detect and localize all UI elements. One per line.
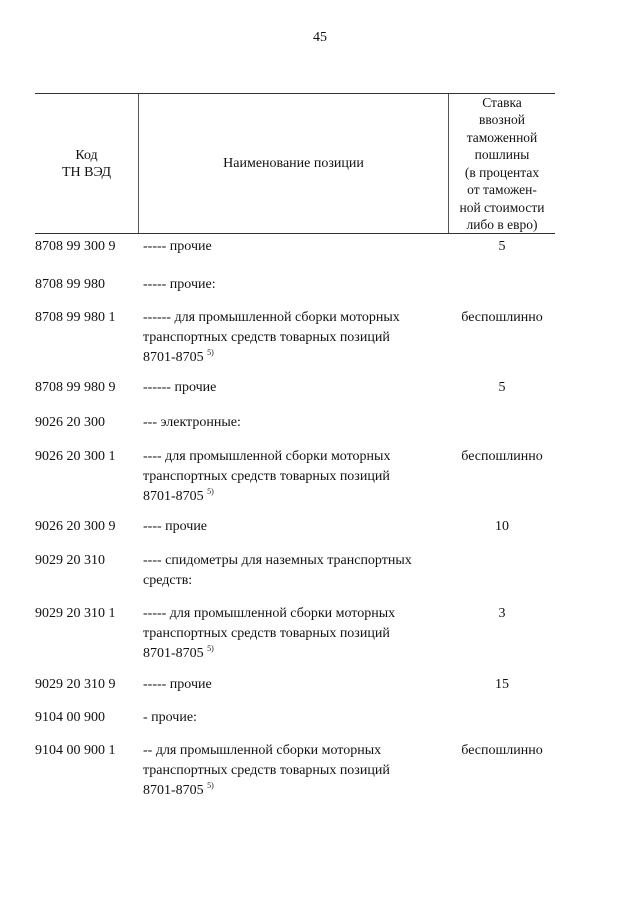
description-text: ---- для промышленной сборки моторных <box>143 449 391 464</box>
description-line <box>143 237 443 257</box>
description-line <box>143 675 443 695</box>
row-description <box>143 708 443 728</box>
description-line <box>143 551 443 571</box>
table-header <box>35 93 555 234</box>
description-line <box>143 517 443 537</box>
header-rate-line: от таможен- <box>467 182 537 197</box>
row-rate: беспошлинно <box>461 449 543 464</box>
row-code: 9026 20 300 <box>35 415 105 430</box>
description-line <box>143 447 443 467</box>
row-description <box>143 378 443 398</box>
footnote-ref: 5) <box>207 644 214 653</box>
description-text: ---- прочие <box>143 519 208 534</box>
row-code: 9029 20 310 <box>35 553 105 568</box>
row-code: 8708 99 980 9 <box>35 380 116 395</box>
description-line <box>143 604 443 624</box>
description-line <box>143 308 443 328</box>
header-code <box>35 94 139 233</box>
row-code: 9104 00 900 <box>35 710 105 725</box>
header-rate-line: либо в евро) <box>466 217 538 232</box>
description-text: --- электронные: <box>143 415 241 430</box>
row-rate: 5 <box>498 239 506 254</box>
description-text: -- для промышленной сборки моторных <box>143 743 382 758</box>
description-line <box>143 781 443 801</box>
footnote-ref: 5) <box>207 348 214 357</box>
row-description <box>143 551 443 591</box>
row-code: 9026 20 300 9 <box>35 519 116 534</box>
description-line <box>143 413 443 433</box>
description-line <box>143 378 443 398</box>
row-code: 9029 20 310 9 <box>35 677 116 692</box>
description-text: транспортных средств товарных позиций <box>143 763 390 778</box>
row-rate: 5 <box>498 380 506 395</box>
row-code: 9104 00 900 1 <box>35 743 116 758</box>
description-line <box>143 761 443 781</box>
description-line <box>143 348 443 368</box>
description-text: 8701-8705 <box>143 350 204 365</box>
row-description <box>143 447 443 507</box>
row-code: 8708 99 300 9 <box>35 239 116 254</box>
header-rate-line: ной стоимости <box>459 199 545 215</box>
description-text: ----- для промышленной сборки моторных <box>143 606 396 621</box>
header-rate <box>449 94 555 233</box>
row-description <box>143 604 443 664</box>
description-text: ---- спидометры для наземных транспортных <box>143 553 412 568</box>
header-rate-line: (в процентах <box>464 164 540 180</box>
description-text: - прочие: <box>143 710 197 725</box>
row-description <box>143 517 443 537</box>
header-rate-line: таможенной <box>466 129 538 145</box>
header-code-line: Код <box>75 147 98 163</box>
description-line <box>143 328 443 348</box>
header-rate-line: Ставка <box>482 94 522 110</box>
description-text: ----- прочие <box>143 677 212 692</box>
description-line <box>143 487 443 507</box>
description-line <box>143 275 443 295</box>
description-text: 8701-8705 <box>143 783 204 798</box>
row-code: 9029 20 310 1 <box>35 606 116 621</box>
description-line <box>143 467 443 487</box>
header-rate-line: пошлины <box>474 147 530 162</box>
footnote-ref: 5) <box>207 487 214 496</box>
description-text: 8701-8705 <box>143 646 204 661</box>
row-description <box>143 741 443 801</box>
description-text: средств: <box>143 573 193 588</box>
row-description <box>143 237 443 257</box>
description-text: транспортных средств товарных позиций <box>143 330 390 345</box>
row-rate: 15 <box>495 677 509 692</box>
row-code: 8708 99 980 1 <box>35 310 116 325</box>
row-rate: беспошлинно <box>461 310 543 325</box>
description-text: 8701-8705 <box>143 489 204 504</box>
row-rate: беспошлинно <box>461 743 543 758</box>
description-line <box>143 571 443 591</box>
description-text: ----- прочие <box>143 239 212 254</box>
footnote-ref: 5) <box>207 781 214 790</box>
header-rate-line: ввозной <box>479 112 525 127</box>
description-text: транспортных средств товарных позиций <box>143 626 390 641</box>
row-description <box>143 413 443 433</box>
description-text: транспортных средств товарных позиций <box>143 469 390 484</box>
row-rate: 3 <box>498 606 506 621</box>
description-line <box>143 741 443 761</box>
description-line <box>143 708 443 728</box>
description-line <box>143 644 443 664</box>
row-description <box>143 308 443 368</box>
row-description <box>143 675 443 695</box>
row-code: 8708 99 980 <box>35 277 105 292</box>
row-code: 9026 20 300 1 <box>35 449 116 464</box>
page-number: 45 <box>313 30 327 45</box>
header-name: Наименование позиции <box>139 94 449 233</box>
description-line <box>143 624 443 644</box>
row-description <box>143 275 443 295</box>
description-text: ----- прочие: <box>143 277 216 292</box>
description-text: ------ прочие <box>143 380 217 395</box>
header-code-line: ТН ВЭД <box>61 164 112 180</box>
description-text: ------ для промышленной сборки моторных <box>143 310 400 325</box>
row-rate: 10 <box>495 519 509 534</box>
